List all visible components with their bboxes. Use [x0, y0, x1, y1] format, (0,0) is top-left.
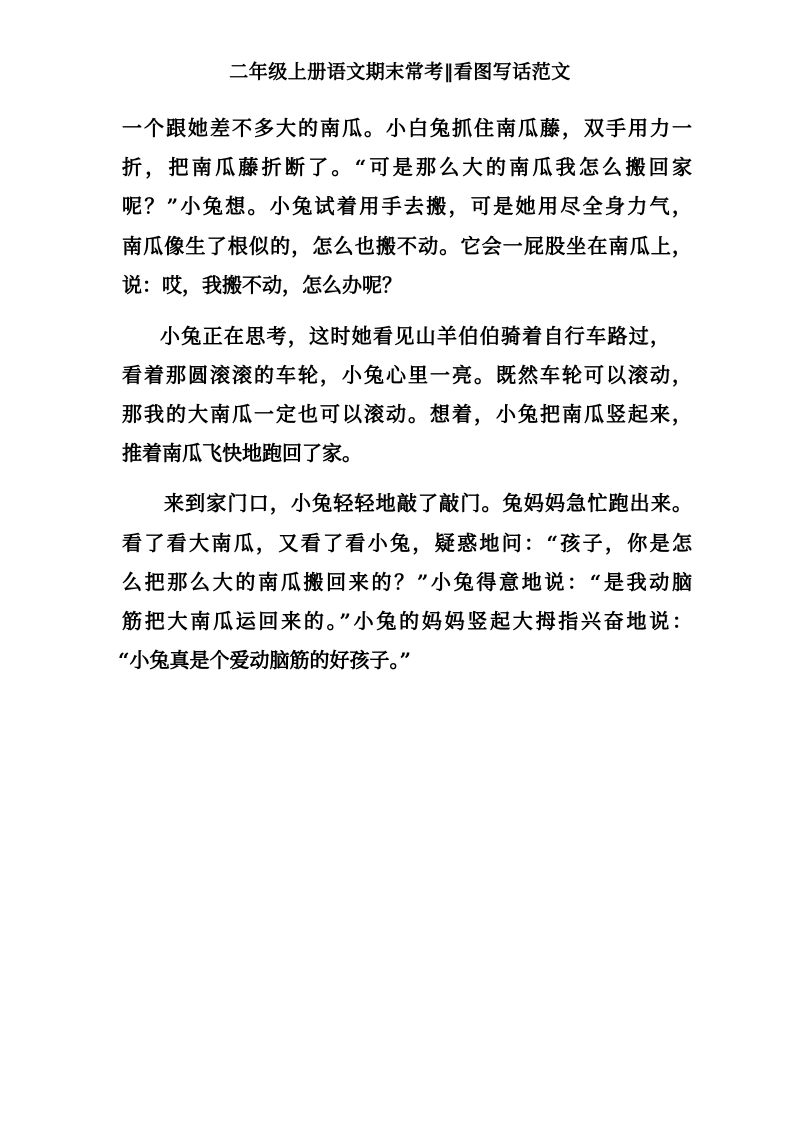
text-line: 来到家门口，小兔轻轻地敲了敲门。兔妈妈急忙跑出来。: [164, 491, 692, 515]
document-title: 二年级上册语文期末常考‖看图写话范文: [229, 61, 571, 83]
text-line: 说：哎，我搬不动，怎么办呢？: [122, 273, 402, 297]
text-line: 呢？”小兔想。小兔试着用手去搬，可是她用尽全身力气，: [122, 194, 692, 218]
text-line: 看着那圆滚滚的车轮，小兔心里一亮。既然车轮可以滚动，: [122, 363, 692, 387]
text-line: 折，把南瓜藤折断了。“可是那么大的南瓜我怎么搬回家: [122, 155, 692, 179]
text-line: 看了看大南瓜，又看了看小兔，疑惑地问：“孩子，你是怎: [122, 531, 692, 555]
text-line: 小兔正在思考，这时她看见山羊伯伯骑着自行车路过，: [160, 324, 670, 348]
text-line: 筋把大南瓜运回来的。”小兔的妈妈竖起大拇指兴奋地说：: [122, 609, 692, 633]
text-line: 一个跟她差不多大的南瓜。小白兔抓住南瓜藤，双手用力一: [122, 116, 692, 140]
text-line: 么把那么大的南瓜搬回来的？”小兔得意地说：“是我动脑: [122, 570, 692, 594]
text-line: “小兔真是个爱动脑筋的好孩子。”: [118, 648, 412, 672]
text-line: 南瓜像生了根似的，怎么也搬不动。它会一屁股坐在南瓜上，: [122, 234, 692, 258]
text-line: 那我的大南瓜一定也可以滚动。想着，小兔把南瓜竖起来，: [122, 402, 692, 426]
text-line: 推着南瓜飞快地跑回了家。: [122, 441, 362, 465]
